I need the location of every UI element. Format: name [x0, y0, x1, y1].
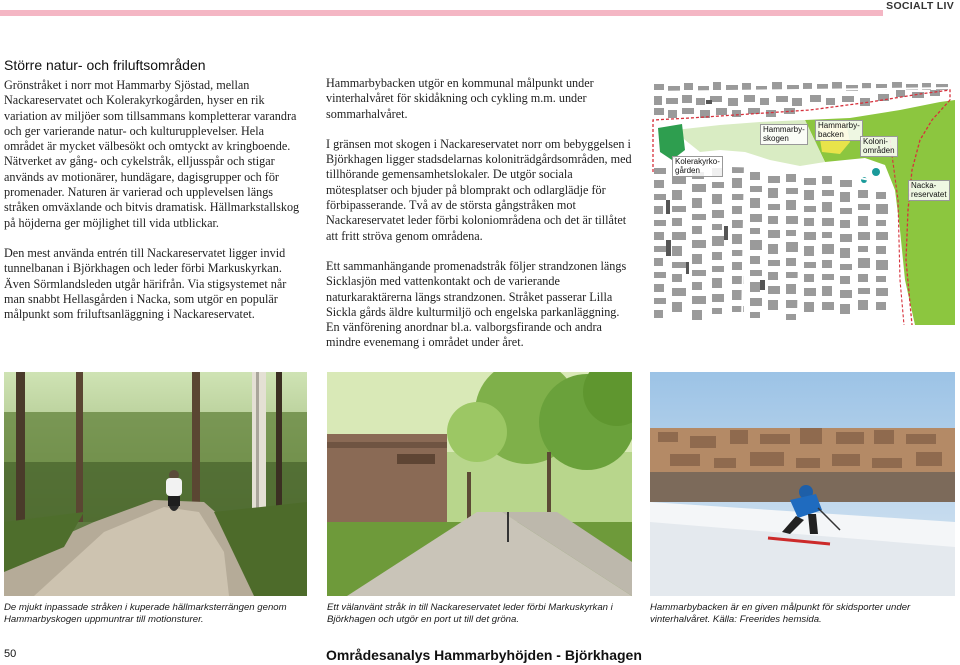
paragraph: Den mest använda entrén till Nackareservatet ligger invid tunnelbanan i Björkhagen och leder förbi Markuskyrkan. Även Sörmlandsleden utgår härifrån. Via stigsystemet når man snabbt Hellasgården i Nacka, som utgör en populär målpunkt som friluftsanläggning i Nackareservatet. [4, 245, 287, 322]
map-graphic [650, 80, 955, 325]
photo-church-path [327, 372, 632, 596]
map-label-hammarbyskogen: Hammarby- skogen [760, 124, 808, 145]
map-label-koloniomraden: Koloni- områden [860, 136, 898, 157]
map-label-nackareservatet: Nacka- reservatet [908, 180, 950, 201]
text-column-1 [4, 78, 304, 337]
caption-photo-1: De mjukt inpassade stråken i kuperade hällmarksterrängen genom Hammarbyskogen uppmuntrar till motionsturer. [4, 602, 287, 625]
map-label-kolerakyrkogarden: Kolerakyrko- gården [672, 156, 723, 177]
caption-photo-3: Hammarbybacken är en given målpunkt för skidsporter under vinterhalvåret. Källa: Freerides hemsida. [650, 602, 911, 625]
photo-forest-cyclist-graphic [4, 372, 307, 596]
photo-forest-cyclist [4, 372, 307, 596]
article-heading: Större natur- och friluftsområden [4, 57, 206, 73]
paragraph: Ett sammanhängande promenadstråk följer strandzonen längs Sicklasjön med vattenkontakt och de varierande naturkaraktärerna längs strandzonen. Stråket passerar Lilla Sickla gårds äldre kulturmiljö och engelska parkanläggning. En vänförening anordnar bl.a. valborgsfirande och andra mindre evenemang i området under året. [326, 258, 627, 350]
page-number: 50 [4, 648, 17, 660]
photo-church-path-graphic [327, 372, 632, 596]
area-map [650, 80, 955, 325]
header-accent-bar [0, 10, 883, 16]
map-label-hammarbybacken: Hammarby- backen [815, 120, 863, 141]
photo-skier [650, 372, 955, 596]
paragraph: I gränsen mot skogen i Nackareservatet norr om bebyggelsen i Björkhagen ligger stadsdelarnas koloniträdgårdsområden, med tillhörande gemensamhetslokaler. De utgör sociala mötesplatser och bjuder på blomprakt och odlarglädje för förbipasserande. Två av de största gångstråken mot Nackareservatet leder förbi koloniområdena och det är tillåtet att fritt ströva genom områdena. [326, 136, 632, 243]
document-title: Områdesanalys Hammarbyhöjden - Björkhagen [326, 647, 642, 663]
photo-skier-graphic [650, 372, 955, 596]
text-column-2 [326, 76, 634, 366]
paragraph: Grönstråket i norr mot Hammarby Sjöstad, mellan Nackareservatet och Kolerakyrkogården, hyser en rik variation av miljöer som tillsammans kompletterar varandra och ger varierande natur- och kulturupplevelser. Hela området är mycket välbesökt och omtyckt av kringboende. Nätverket av gång- och cykelstråk, elljusspår och stigar används av motionärer, hundägare, dagisgrupper och för promenader. Naturen är varierad och upplevelsen längs stråken omväxlande och bitvis dramatisk. Hällmarkstallskog på höjderna ger möjlighet till vida utblickar. [4, 78, 300, 230]
caption-photo-2: Ett välanvänt stråk in till Nackareservatet leder förbi Markuskyrkan i Björkhagen och utgör en port ut till det gröna. [327, 602, 613, 625]
section-label: SOCIALT LIV [886, 0, 954, 12]
paragraph: Hammarbybacken utgör en kommunal målpunkt under vinterhalvåret för skidåkning och cykling m.m. under sommarhalvåret. [326, 76, 594, 121]
